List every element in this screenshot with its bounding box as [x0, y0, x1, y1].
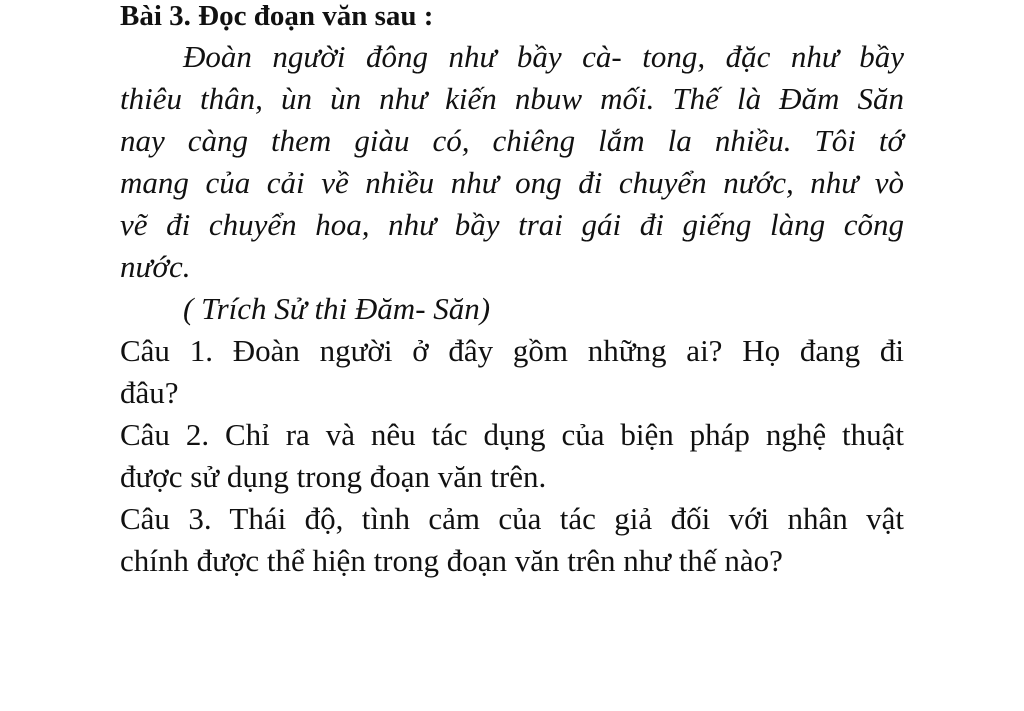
passage-line: nay càng them giàu có, chiêng lắm la nhiều. Tôi tớ	[120, 123, 904, 158]
passage-line: thiêu thân, ùn ùn như kiến nbuw mối. Thế là Đăm Săn	[120, 81, 904, 116]
question-line: Câu 1. Đoàn người ở đây gồm những ai? Họ đang đi	[120, 333, 904, 368]
question-line: Câu 3. Thái độ, tình cảm của tác giả đối với nhân vật	[120, 501, 904, 536]
passage-line: mang của cải về nhiều như ong đi chuyển nước, như vò	[120, 165, 904, 200]
passage-line: vẽ đi chuyển hoa, như bầy trai gái đi giếng làng cõng	[120, 207, 904, 242]
exercise-title: Bài 3. Đọc đoạn văn sau :	[120, 0, 434, 32]
question-line: chính được thể hiện trong đoạn văn trên như thế nào?	[120, 543, 783, 578]
passage-line: nước.	[120, 249, 191, 284]
question-line: Câu 2. Chỉ ra và nêu tác dụng của biện pháp nghệ thuật	[120, 417, 904, 452]
question-line: đâu?	[120, 375, 179, 410]
passage-source: ( Trích Sử thi Đăm- Săn)	[183, 291, 491, 326]
question-line: được sử dụng trong đoạn văn trên.	[120, 459, 547, 494]
passage-line: Đoàn người đông như bầy cà- tong, đặc như bầy	[183, 39, 904, 74]
